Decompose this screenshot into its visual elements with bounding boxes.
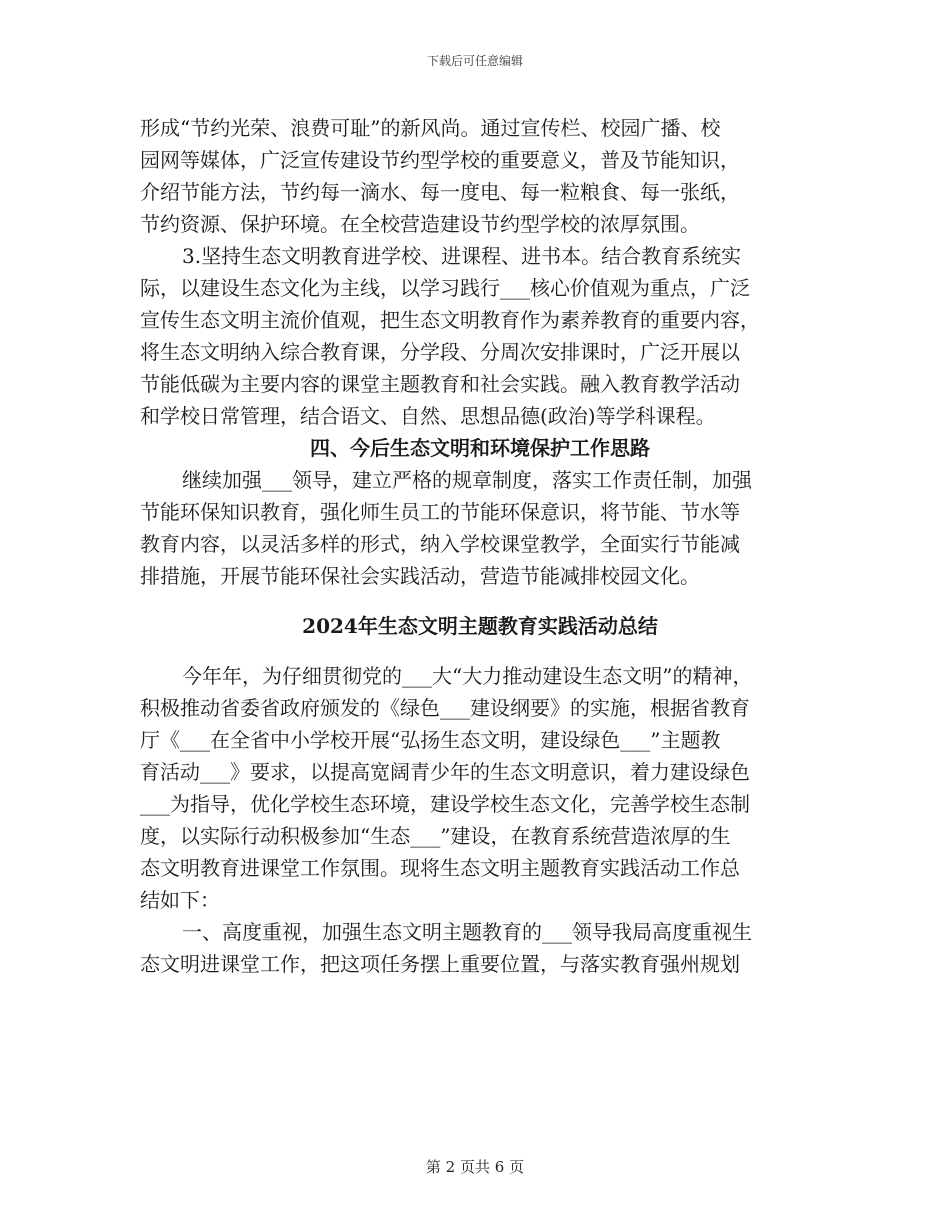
text-line: 一、高度重视，加强生态文明主题教育的___领导我局高度重视生 — [182, 920, 752, 944]
text-line: 宣传生态文明主流价值观，把生态文明教育作为素养教育的重要内容， — [140, 308, 760, 332]
text-line: 度，以实际行动积极参加“生态___”建设，在教育系统营造浓厚的生 — [140, 824, 731, 848]
paragraph — [140, 240, 820, 432]
paragraph — [140, 112, 820, 240]
section-heading: 2024年生态文明主题教育实践活动总结 — [302, 614, 658, 638]
spacer — [140, 642, 820, 660]
spacer — [140, 592, 820, 610]
text-line: 介绍节能方法，节约每一滴水、每一度电、每一粒粮食、每一张纸， — [140, 180, 740, 204]
text-line: 态文明进课堂工作，把这项任务摆上重要位置，与落实教育强州规划 — [140, 952, 740, 976]
text-line: 排措施，开展节能环保社会实践活动，营造节能减排校园文化。 — [140, 564, 700, 588]
text-line: 节约资源、保护环境。在全校营造建设节约型学校的浓厚氛围。 — [140, 212, 700, 236]
text-line: 教育内容，以灵活多样的形式，纳入学校课堂教学，全面实行节能减 — [140, 532, 740, 556]
text-line: 育活动___》要求，以提高宽阔青少年的生态文明意识，着力建设绿色 — [140, 760, 750, 784]
paragraph — [140, 464, 820, 592]
paragraph — [140, 660, 820, 916]
section-heading: 四、今后生态文明和环境保护工作思路 — [310, 436, 650, 460]
text-line: 将生态文明纳入综合教育课，分学段、分周次安排课时，广泛开展以 — [140, 340, 740, 364]
text-line: 结如下： — [140, 888, 220, 912]
text-line: 厅《___在全省中小学校开展“弘扬生态文明，建设绿色___”主题教 — [140, 728, 721, 752]
text-line: 3.坚持生态文明教育进学校、进课程、进书本。结合教育系统实 — [182, 244, 742, 268]
text-line: 节能环保知识教育，强化师生员工的节能环保意识，将节能、节水等 — [140, 500, 740, 524]
paragraph — [140, 916, 820, 980]
text-line: 和学校日常管理，结合语文、自然、思想品德(政治)等学科课程。 — [140, 404, 716, 428]
text-line: 积极推动省委省政府颁发的《绿色___建设纲要》的实施，根据省教育 — [140, 696, 750, 720]
text-line: 形成“节约光荣、浪费可耻”的新风尚。通过宣传栏、校园广播、校 — [140, 116, 721, 140]
text-line: 园网等媒体，广泛宣传建设节约型学校的重要意义，普及节能知识， — [140, 148, 740, 172]
text-line: 态文明教育进课堂工作氛围。现将生态文明主题教育实践活动工作总 — [140, 856, 740, 880]
text-line: 节能低碳为主要内容的课堂主题教育和社会实践。融入教育教学活动 — [140, 372, 740, 396]
text-line: ___为指导，优化学校生态环境，建设学校生态文化，完善学校生态制 — [140, 792, 750, 816]
document-body — [140, 112, 820, 980]
page-header: 下载后可任意编辑 — [426, 54, 523, 68]
text-line: 今年年，为仔细贯彻党的___大“大力推动建设生态文明”的精神， — [182, 664, 753, 688]
page-footer: 第 2 页共 6 页 — [425, 1158, 525, 1176]
text-line: 继续加强___领导，建立严格的规章制度，落实工作责任制，加强 — [182, 468, 752, 492]
text-line: 际，以建设生态文化为主线，以学习践行___核心价值观为重点，广泛 — [140, 276, 750, 300]
